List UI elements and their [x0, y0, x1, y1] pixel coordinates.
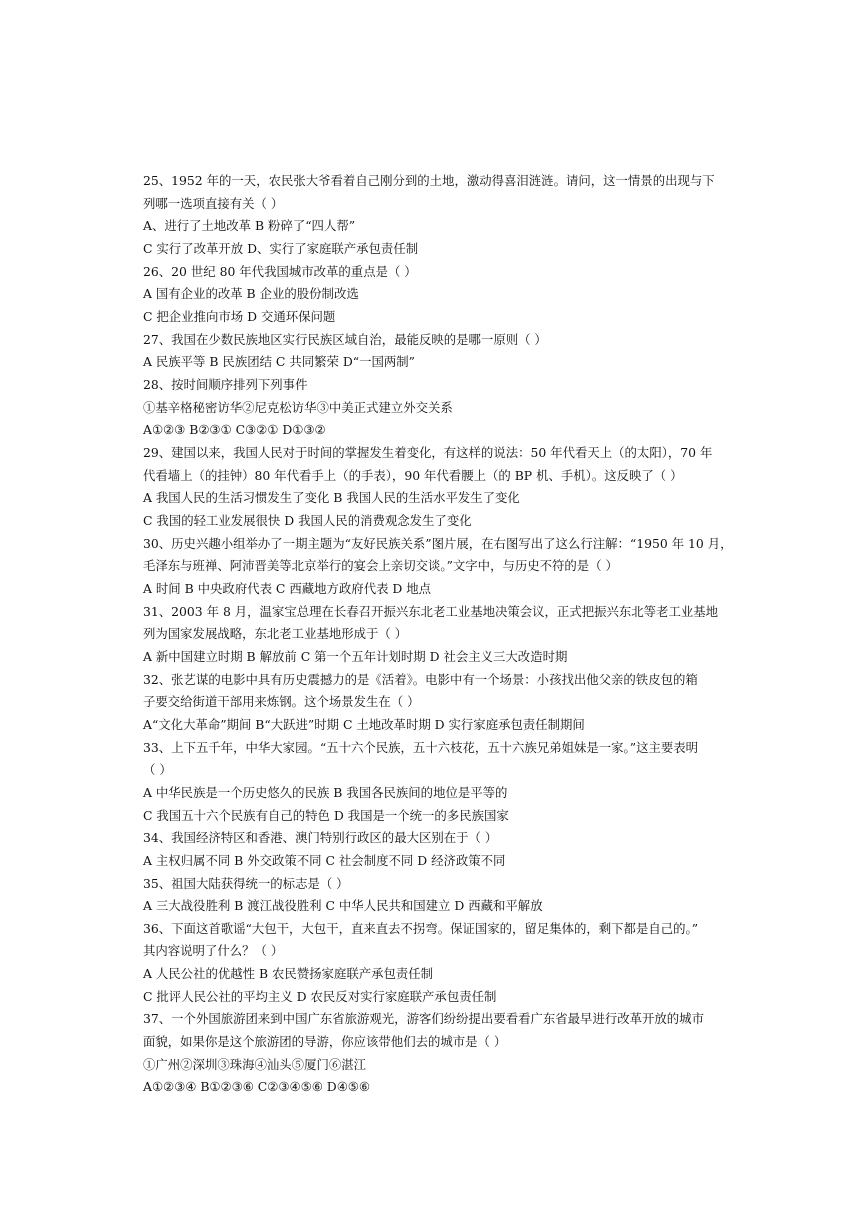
text-line: A“文化大革命”期间 B“大跃进”时期 C 土地改革时期 D 实行家庭承包责任制期间 [143, 716, 585, 732]
text-line: 列哪一选项直接有关（ ） [143, 195, 284, 211]
text-line: 36、下面这首歌谣“大包干，大包干，直来直去不拐弯。保证国家的，留足集体的，剩下都是自己的。” [143, 920, 699, 936]
text-line: A①②③ B②③① C③②① D①③② [143, 422, 326, 438]
text-line: 代看墙上（的挂钟）80 年代看手上（的手表），90 年代看腰上（的 BP 机、手机）。这反映了（ ） [143, 467, 683, 483]
text-line: A 人民公社的优越性 B 农民赞扬家庭联产承包责任制 [143, 966, 434, 982]
text-line: A①②③④ B①②③⑥ C②③④⑤⑥ D④⑤⑥ [143, 1079, 371, 1095]
text-line: （ ） [143, 762, 172, 778]
text-line: A 主权归属不同 B 外交政策不同 C 社会制度不同 D 经济政策不同 [143, 852, 506, 868]
text-line: A 我国人民的生活习惯发生了变化 B 我国人民的生活水平发生了变化 [143, 490, 520, 506]
text-line: 26、20 世纪 80 年代我国城市改革的重点是（ ） [143, 263, 417, 279]
text-line: 28、按时间顺序排列下列事件 [143, 376, 308, 392]
text-line: C 我国五十六个民族有自己的特色 D 我国是一个统一的多民族国家 [143, 807, 509, 823]
text-line: C 实行了改革开放 D、实行了家庭联产承包责任制 [143, 241, 419, 256]
text-line: ①广州②深圳③珠海④汕头⑤厦门⑥湛江 [143, 1056, 367, 1072]
text-line: A 三大战役胜利 B 渡江战役胜利 C 中华人民共和国建立 D 西藏和平解放 [143, 898, 543, 914]
text-line: C 我国的轻工业发展很快 D 我国人民的消费观念发生了变化 [143, 512, 472, 528]
text-line: 37、一个外国旅游团来到中国广东省旅游观光，游客们纷纷提出要看看广东省最早进行改革开放的城市 [143, 1011, 704, 1027]
text-line: 33、上下五千年，中华大家园。“五十六个民族，五十六枝花，五十六族兄弟姐妹是一家。”这主要表明 [143, 739, 699, 755]
text-line: A 国有企业的改革 B 企业的股份制改选 [143, 286, 359, 302]
text-line: 27、我国在少数民族地区实行民族区域自治，最能反映的是哪一原则（ ） [143, 331, 547, 347]
text-line: A 新中国建立时期 B 解放前 C 第一个五年计划时期 D 社会主义三大改造时期 [143, 648, 568, 664]
text-line: 其内容说明了什么？（ ） [143, 943, 284, 959]
text-line: 34、我国经济特区和香港、澳门特别行政区的最大区别在于（ ） [143, 830, 498, 846]
text-line: 32、张艺谋的电影中具有历史震撼力的是《活着》。电影中有一个场景：小孩找出他父亲的铁皮包的箱 [143, 671, 698, 687]
text-line: A 时间 B 中央政府代表 C 西藏地方政府代表 D 地点 [143, 580, 432, 596]
text-line: 35、祖国大陆获得统一的标志是（ ） [143, 875, 349, 891]
text-line: A 民族平等 B 民族团结 C 共同繁荣 D“一国两制” [143, 354, 416, 370]
text-line: 30、历史兴趣小组举办了一期主题为“友好民族关系”图片展，在右图写出了这么行注解：“1950 年 10 月， [143, 535, 733, 551]
text-line: A、进行了土地改革 B 粉碎了“四人帮” [143, 218, 356, 234]
text-line: 31、2003 年 8 月，温家宝总理在长春召开振兴东北老工业基地决策会议，正式把振兴东北等老工业基地 [143, 603, 719, 619]
text-line: 列为国家发展战略，东北老工业基地形成于（ ） [143, 626, 408, 642]
text-line: A 中华民族是一个历史悠久的民族 B 我国各民族间的地位是平等的 [143, 784, 508, 800]
text-line: 面貌，如果你是这个旅游团的导游，你应该带他们去的城市是（ ） [143, 1034, 507, 1050]
text-line: C 批评人民公社的平均主义 D 农民反对实行家庭联产承包责任制 [143, 988, 497, 1004]
text-line: 毛泽东与班禅、阿沛晋美等北京举行的宴会上亲切交谈。”文字中，与历史不符的是（ ） [143, 558, 618, 574]
text-line: ①基辛格秘密访华②尼克松访华③中美正式建立外交关系 [143, 399, 453, 415]
text-line: C 把企业推向市场 D 交通环保问题 [143, 309, 336, 324]
text-line: 29、建国以来，我国人民对于时间的掌握发生着变化，有这样的说法：50 年代看天上（的太阳），70 年 [143, 444, 713, 460]
text-line: 子要交给街道干部用来炼钢。这个场景发生在（ ） [143, 694, 420, 710]
text-line: 25、1952 年的一天，农民张大爷看着自己刚分到的土地，激动得喜泪涟涟。请问，这一情景的出现与下 [143, 173, 715, 188]
